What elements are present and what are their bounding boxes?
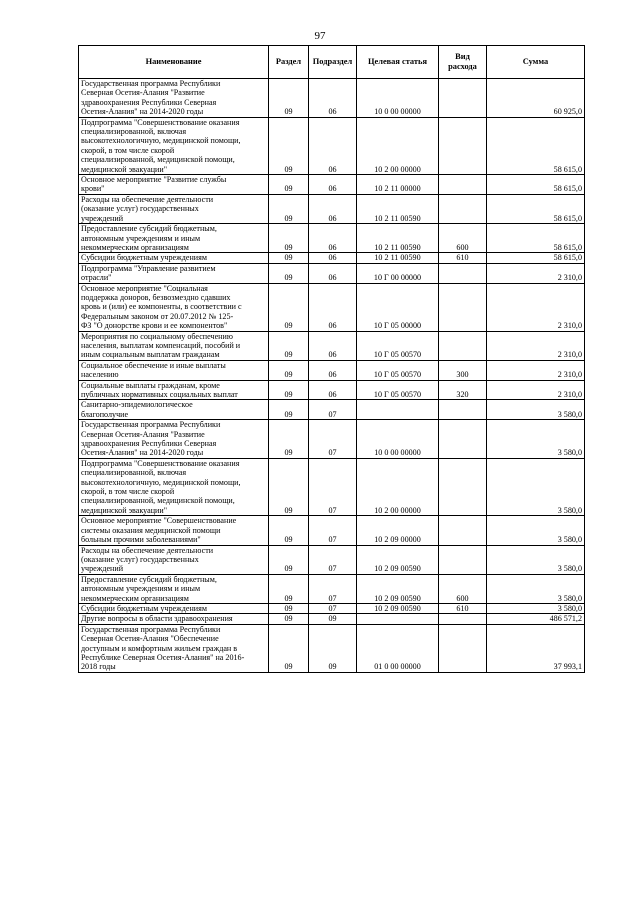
- row-sum: 58 615,0: [487, 224, 585, 253]
- row-sum: 60 925,0: [487, 79, 585, 118]
- row-subsection: 07: [309, 458, 357, 515]
- row-subsection: 09: [309, 624, 357, 672]
- row-name: Государственная программа Республики Северная Осетия-Алания "Развитие здравоохранения Республики Северная Осетия-Алания" на 2014-2020 годы: [79, 79, 269, 118]
- row-target: 10 Г 05 00000: [357, 283, 439, 331]
- row-expense-type: 610: [439, 603, 487, 613]
- row-target: 10 0 00 00000: [357, 420, 439, 459]
- row-sum: 58 615,0: [487, 175, 585, 195]
- row-subsection: 07: [309, 516, 357, 545]
- row-name: Подпрограмма "Управление развитием отрасли": [79, 263, 269, 283]
- row-subsection: 07: [309, 545, 357, 574]
- row-subsection: 06: [309, 283, 357, 331]
- table-row: [79, 224, 585, 253]
- row-sum: 2 310,0: [487, 360, 585, 380]
- row-sum: 2 310,0: [487, 283, 585, 331]
- table-row: [79, 360, 585, 380]
- row-subsection: 06: [309, 253, 357, 263]
- table-row: [79, 194, 585, 223]
- row-section: 09: [269, 545, 309, 574]
- row-section: 09: [269, 624, 309, 672]
- row-name: Основное мероприятие "Развитие службы крови": [79, 175, 269, 195]
- row-target: 10 0 00 00000: [357, 79, 439, 118]
- row-expense-type: [439, 545, 487, 574]
- row-subsection: 07: [309, 420, 357, 459]
- row-name: Предоставление субсидий бюджетным, автономным учреждениям и иным некоммерческим организациям: [79, 224, 269, 253]
- row-section: 09: [269, 360, 309, 380]
- row-section: 09: [269, 420, 309, 459]
- row-section: 09: [269, 117, 309, 174]
- row-target: 10 2 09 00590: [357, 603, 439, 613]
- row-sum: 2 310,0: [487, 331, 585, 360]
- row-sum: 486 571,2: [487, 614, 585, 624]
- table-row: [79, 283, 585, 331]
- row-sum: 58 615,0: [487, 194, 585, 223]
- row-expense-type: 300: [439, 360, 487, 380]
- row-target: 10 2 09 00590: [357, 574, 439, 603]
- table-row: [79, 458, 585, 515]
- row-sum: 3 580,0: [487, 400, 585, 420]
- table-row: [79, 79, 585, 118]
- row-target: 10 Г 05 00570: [357, 380, 439, 400]
- header-subsection: Подраздел: [309, 46, 357, 79]
- row-target: 10 2 11 00590: [357, 194, 439, 223]
- row-target: 10 2 11 00000: [357, 175, 439, 195]
- row-subsection: 07: [309, 603, 357, 613]
- row-target: 10 2 00 00000: [357, 117, 439, 174]
- row-name: Расходы на обеспечение деятельности (оказание услуг) государственных учреждений: [79, 194, 269, 223]
- row-name: Расходы на обеспечение деятельности (оказание услуг) государственных учреждений: [79, 545, 269, 574]
- row-expense-type: [439, 263, 487, 283]
- row-target: [357, 400, 439, 420]
- row-target: 10 Г 05 00570: [357, 360, 439, 380]
- row-sum: 3 580,0: [487, 603, 585, 613]
- row-subsection: 06: [309, 175, 357, 195]
- row-name: Государственная программа Республики Северная Осетия-Алания "Обеспечение доступным и комфортным жильем граждан в Республике Северная Осетия-Алания" на 2016- 2018 годы: [79, 624, 269, 672]
- row-section: 09: [269, 263, 309, 283]
- row-expense-type: [439, 175, 487, 195]
- row-target: 10 Г 05 00570: [357, 331, 439, 360]
- row-sum: 2 310,0: [487, 263, 585, 283]
- row-expense-type: 610: [439, 253, 487, 263]
- row-subsection: 06: [309, 117, 357, 174]
- row-expense-type: [439, 79, 487, 118]
- row-name: Предоставление субсидий бюджетным, автономным учреждениям и иным некоммерческим организациям: [79, 574, 269, 603]
- table-row: [79, 574, 585, 603]
- row-name: Подпрограмма "Совершенствование оказания специализированной, включая высокотехнологичную, медицинской помощи, скорой, в том числе скорой специализированной, медицинской помощи, медицинской эвакуации": [79, 458, 269, 515]
- row-subsection: 06: [309, 360, 357, 380]
- row-expense-type: [439, 420, 487, 459]
- row-subsection: 06: [309, 380, 357, 400]
- row-expense-type: 600: [439, 574, 487, 603]
- table-row: [79, 253, 585, 263]
- row-section: 09: [269, 175, 309, 195]
- row-section: 09: [269, 331, 309, 360]
- row-target: [357, 614, 439, 624]
- row-name: Субсидии бюджетным учреждениям: [79, 253, 269, 263]
- row-subsection: 06: [309, 224, 357, 253]
- row-section: 09: [269, 603, 309, 613]
- row-expense-type: [439, 194, 487, 223]
- row-sum: 37 993,1: [487, 624, 585, 672]
- row-target: 10 2 09 00590: [357, 545, 439, 574]
- row-name: Подпрограмма "Совершенствование оказания специализированной, включая высокотехнологичную, медицинской помощи, скорой, в том числе скорой специализированной, медицинской помощи, медицинской эвакуации": [79, 117, 269, 174]
- row-expense-type: [439, 117, 487, 174]
- row-sum: 58 615,0: [487, 253, 585, 263]
- header-expense-type: Вид расхода: [439, 46, 487, 79]
- row-sum: 3 580,0: [487, 545, 585, 574]
- table-row: [79, 624, 585, 672]
- row-sum: 3 580,0: [487, 420, 585, 459]
- row-subsection: 06: [309, 79, 357, 118]
- row-expense-type: [439, 458, 487, 515]
- row-name: Санитарно-эпидемиологическое благополучие: [79, 400, 269, 420]
- row-expense-type: [439, 331, 487, 360]
- row-section: 09: [269, 400, 309, 420]
- row-subsection: 06: [309, 263, 357, 283]
- table-row: [79, 420, 585, 459]
- header-section: Раздел: [269, 46, 309, 79]
- row-name: Мероприятия по социальному обеспечению населения, выплатам компенсаций, пособий и иным социальным выплатам гражданам: [79, 331, 269, 360]
- row-name: Основное мероприятие "Социальная поддержка доноров, безвозмездно сдавших кровь и (или) ее компоненты, в соответствии с Федеральным законом от 20.07.2012 № 125- ФЗ "О донорстве крови и ее компонентов": [79, 283, 269, 331]
- row-name: Государственная программа Республики Северная Осетия-Алания "Развитие здравоохранения Республики Северная Осетия-Алания" на 2014-2020 годы: [79, 420, 269, 459]
- row-target: 10 Г 00 00000: [357, 263, 439, 283]
- row-sum: 3 580,0: [487, 458, 585, 515]
- row-section: 09: [269, 224, 309, 253]
- row-section: 09: [269, 614, 309, 624]
- row-section: 09: [269, 380, 309, 400]
- row-sum: 58 615,0: [487, 117, 585, 174]
- table-row: [79, 263, 585, 283]
- row-target: 10 2 11 00590: [357, 253, 439, 263]
- row-target: 10 2 11 00590: [357, 224, 439, 253]
- table-row: [79, 516, 585, 545]
- row-expense-type: 320: [439, 380, 487, 400]
- header-sum: Сумма: [487, 46, 585, 79]
- page-number: 97: [314, 30, 326, 42]
- row-section: 09: [269, 194, 309, 223]
- budget-table: [78, 45, 585, 673]
- row-name: Основное мероприятие "Совершенствование системы оказания медицинской помощи больным прочими заболеваниями": [79, 516, 269, 545]
- table-row: [79, 331, 585, 360]
- row-name: Субсидии бюджетным учреждениям: [79, 603, 269, 613]
- row-subsection: 07: [309, 400, 357, 420]
- row-target: 10 2 00 00000: [357, 458, 439, 515]
- table-row: [79, 117, 585, 174]
- row-subsection: 09: [309, 614, 357, 624]
- row-sum: 3 580,0: [487, 516, 585, 545]
- table-row: [79, 175, 585, 195]
- row-sum: 2 310,0: [487, 380, 585, 400]
- table-row: [79, 614, 585, 624]
- table-row: [79, 545, 585, 574]
- row-sum: 3 580,0: [487, 574, 585, 603]
- table-header-row: [79, 46, 585, 79]
- row-name: Социальные выплаты гражданам, кроме публичных нормативных социальных выплат: [79, 380, 269, 400]
- row-target: 01 0 00 00000: [357, 624, 439, 672]
- table-row: [79, 380, 585, 400]
- row-expense-type: [439, 283, 487, 331]
- header-target: Целевая статья: [357, 46, 439, 79]
- row-section: 09: [269, 253, 309, 263]
- row-expense-type: [439, 624, 487, 672]
- row-subsection: 06: [309, 331, 357, 360]
- header-name: Наименование: [79, 46, 269, 79]
- row-section: 09: [269, 79, 309, 118]
- row-expense-type: [439, 614, 487, 624]
- row-subsection: 07: [309, 574, 357, 603]
- table-row: [79, 603, 585, 613]
- row-section: 09: [269, 283, 309, 331]
- row-name: Другие вопросы в области здравоохранения: [79, 614, 269, 624]
- row-expense-type: [439, 400, 487, 420]
- row-section: 09: [269, 574, 309, 603]
- row-name: Социальное обеспечение и иные выплаты населению: [79, 360, 269, 380]
- row-expense-type: [439, 516, 487, 545]
- table-row: [79, 400, 585, 420]
- row-section: 09: [269, 516, 309, 545]
- row-expense-type: 600: [439, 224, 487, 253]
- row-section: 09: [269, 458, 309, 515]
- row-subsection: 06: [309, 194, 357, 223]
- row-target: 10 2 09 00000: [357, 516, 439, 545]
